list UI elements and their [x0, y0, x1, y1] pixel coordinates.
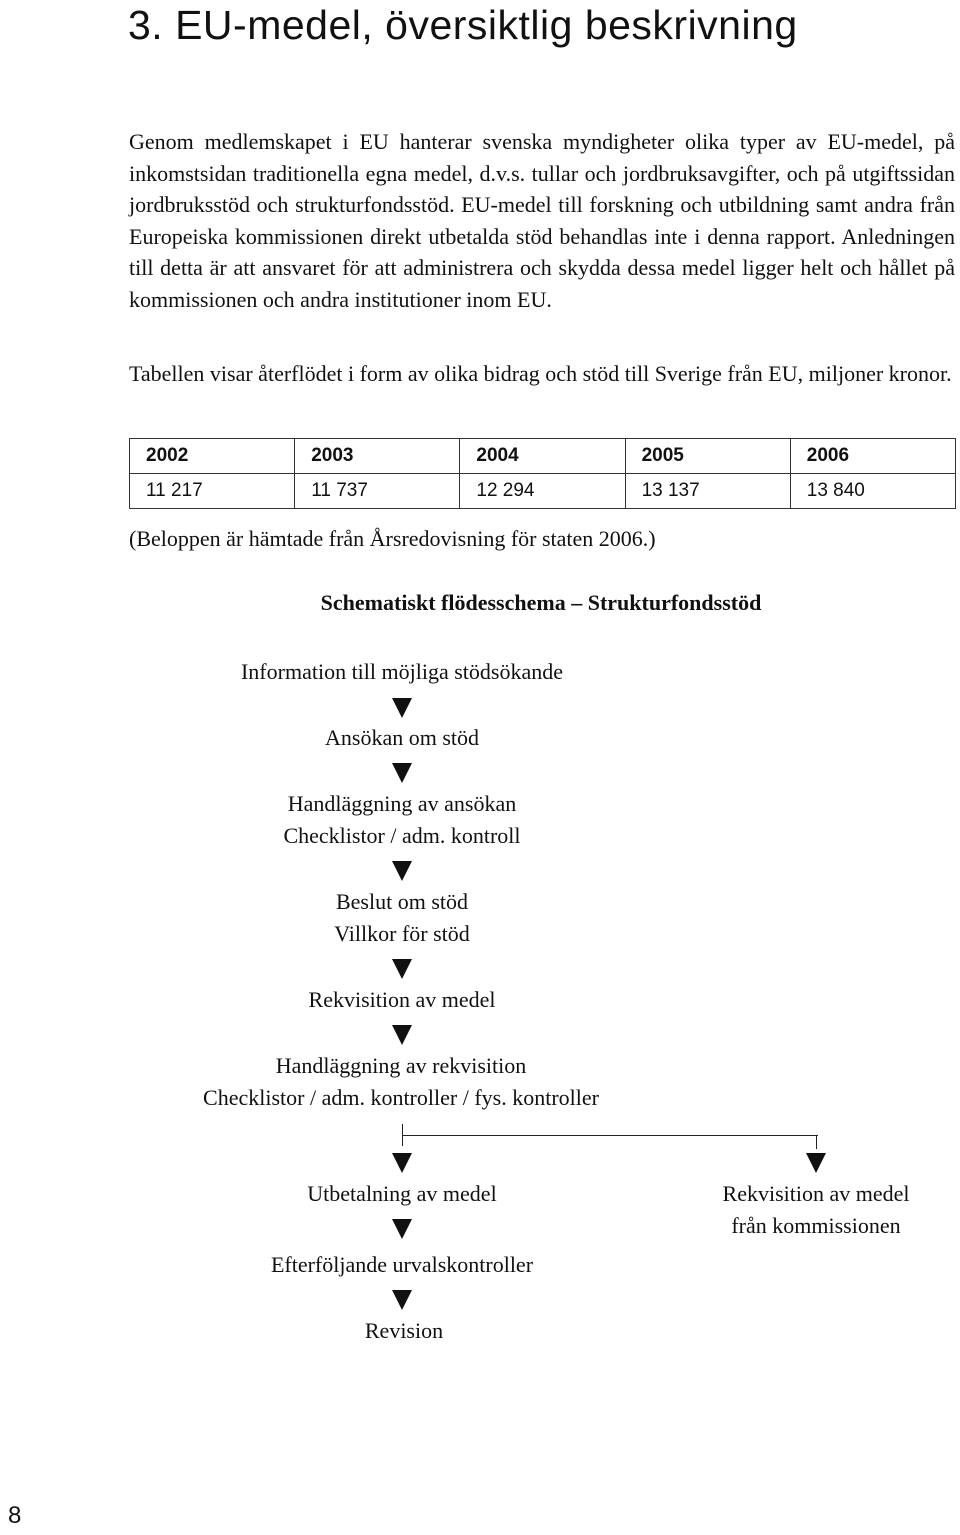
value-cell: 11 217	[130, 474, 295, 509]
year-cell: 2005	[625, 439, 790, 474]
year-cell: 2004	[460, 439, 625, 474]
flow-step-line: Checklistor / adm. kontroll	[283, 823, 521, 848]
flow-step-line: från kommissionen	[731, 1213, 901, 1238]
branch-connector	[402, 1135, 818, 1136]
down-arrow-icon	[392, 1153, 412, 1173]
table-header-row	[130, 439, 956, 474]
flowchart-title: Schematiskt flödesschema – Strukturfondsstöd	[320, 590, 762, 615]
flow-step-decision	[102, 886, 702, 950]
section-heading: 3. EU-medel, översiktlig beskrivning	[128, 2, 798, 48]
value-cell: 13 840	[790, 474, 955, 509]
flow-step-requisition-processing	[101, 1050, 701, 1114]
flow-step-revision	[104, 1315, 704, 1347]
value-cell: 12 294	[460, 474, 625, 509]
flow-step-information	[102, 656, 702, 688]
branch-connector	[816, 1135, 817, 1149]
flow-step-processing	[102, 788, 702, 852]
flow-step-line: Rekvisition av medel	[308, 987, 496, 1012]
flow-step-commission-requisition	[616, 1178, 960, 1242]
down-arrow-icon	[392, 959, 412, 979]
flow-step-line: Villkor för stöd	[334, 921, 470, 946]
down-arrow-icon	[392, 1219, 412, 1239]
value-cell: 11 737	[295, 474, 460, 509]
value-cell: 13 137	[625, 474, 790, 509]
table-row	[130, 474, 956, 509]
flow-step-payment	[102, 1178, 702, 1210]
down-arrow-icon	[392, 1290, 412, 1310]
year-cell: 2002	[130, 439, 295, 474]
table-source-note: (Beloppen är hämtade från Årsredovisning för staten 2006.)	[129, 526, 656, 551]
down-arrow-icon	[392, 1025, 412, 1045]
flow-step-requisition	[102, 984, 702, 1016]
flow-step-line: Handläggning av rekvisition	[275, 1053, 527, 1078]
down-arrow-icon	[806, 1153, 826, 1173]
flow-step-line: Efterföljande urvalskontroller	[270, 1252, 534, 1277]
year-cell: 2003	[295, 439, 460, 474]
intro-paragraph: Genom medlemskapet i EU hanterar svenska myndigheter olika typer av EU-medel, på inkomstsidan traditionella egna medel, d.v.s. tullar och jordbruksavgifter, och på utgiftssidan jordbruksstöd och strukturfondsstöd. EU-medel till forskning och utbildning samt andra från Europeiska kommissionen direkt utbetalda stöd behandlas inte i denna rapport. Anledningen till detta är att ansvaret för att administrera och skydda dessa medel ligger helt och hållet på kommissionen och andra institutioner inom EU.	[129, 129, 955, 312]
flow-step-application	[102, 722, 702, 754]
down-arrow-icon	[392, 698, 412, 718]
flow-step-line: Revision	[364, 1318, 444, 1343]
down-arrow-icon	[392, 763, 412, 783]
flow-step-line: Ansökan om stöd	[325, 725, 479, 750]
flow-step-line: Beslut om stöd	[335, 889, 468, 914]
year-cell: 2006	[790, 439, 955, 474]
flow-step-line: Utbetalning av medel	[307, 1181, 497, 1206]
table-intro-paragraph: Tabellen visar återflödet i form av olika bidrag och stöd till Sverige från EU, miljoner kronor.	[129, 361, 952, 386]
funding-table	[129, 438, 956, 509]
page-number: 8	[8, 1502, 22, 1529]
flow-step-line: Information till möjliga stödsökande	[240, 659, 563, 684]
flow-step-line: Rekvisition av medel	[722, 1181, 910, 1206]
flow-step-sample-controls	[102, 1249, 702, 1281]
down-arrow-icon	[392, 861, 412, 881]
flow-step-line: Checklistor / adm. kontroller / fys. kontroller	[203, 1085, 599, 1110]
flow-step-line: Handläggning av ansökan	[287, 791, 517, 816]
